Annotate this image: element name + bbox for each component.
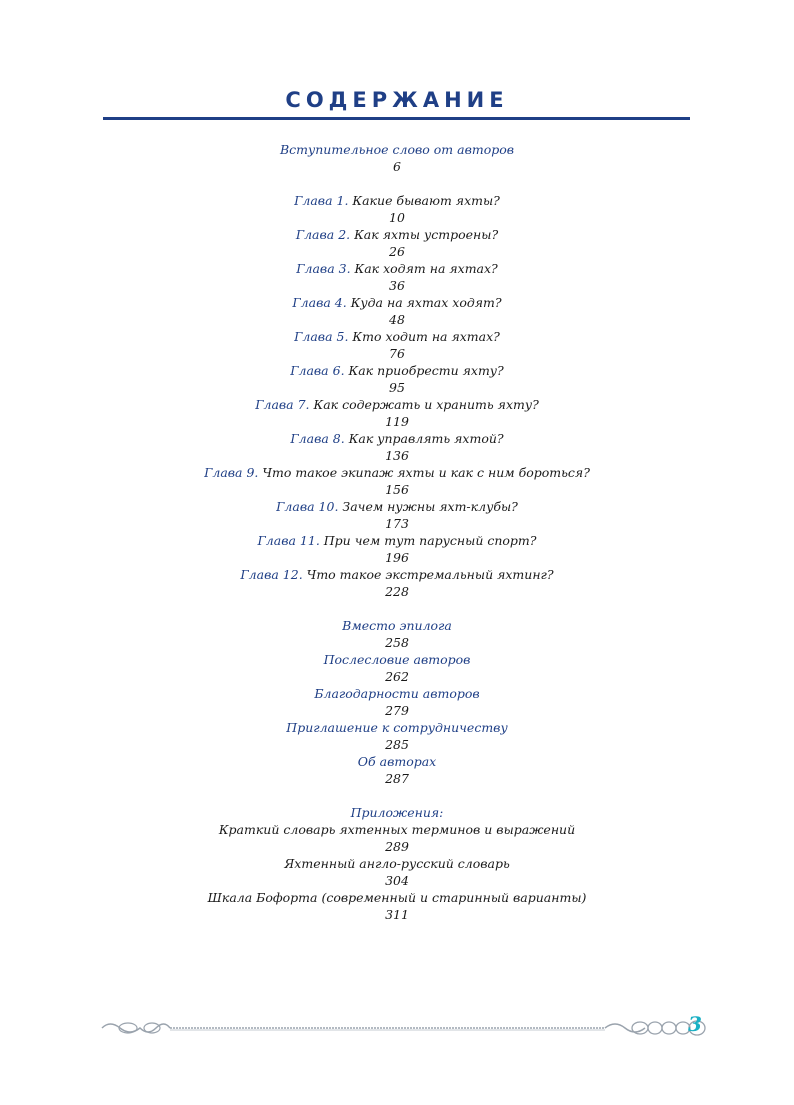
toc-entry-closing[interactable] — [0, 719, 794, 753]
toc-entry-closing[interactable] — [0, 651, 794, 685]
toc-entry-closing[interactable] — [0, 753, 794, 787]
chapter-title: Как ходят на яхтах? — [354, 261, 498, 276]
toc-entry-chapter[interactable]: Глава 3. Как ходят на яхтах? 36 — [0, 260, 794, 294]
chapter-page: 10 — [389, 210, 405, 225]
chapter-title: Как содержать и хранить яхту? — [313, 397, 539, 412]
chapter-title: Зачем нужны яхт-клубы? — [342, 499, 518, 514]
toc-entry-chapter[interactable]: Глава 11. При чем тут парусный спорт? 196 — [0, 532, 794, 566]
chapter-title: Что такое экстремальный яхтинг? — [306, 567, 554, 582]
page-number: 3 — [688, 1012, 702, 1036]
toc-entry-intro[interactable] — [0, 141, 794, 175]
chapter-page: 119 — [385, 414, 409, 429]
toc-entry-chapter[interactable]: Глава 7. Как содержать и хранить яхту? 119 — [0, 396, 794, 430]
chapter-title: Как приобрести яхту? — [348, 363, 504, 378]
chapter-label: Глава 8 — [290, 431, 341, 446]
closing-page: 287 — [385, 771, 409, 786]
chapter-label: Глава 10 — [276, 499, 335, 514]
closing-page: 279 — [385, 703, 409, 718]
appendix-title: Краткий словарь яхтенных терминов и выражений — [218, 822, 576, 837]
chapter-page: 156 — [385, 482, 409, 497]
chapter-label: Глава 4 — [292, 295, 343, 310]
chapter-title: Как яхты устроены? — [354, 227, 499, 242]
appendix-title: Шкала Бофорта (современный и старинный варианты) — [207, 890, 587, 905]
chapter-page: 36 — [389, 278, 405, 293]
toc-entry-appendix[interactable] — [0, 889, 794, 923]
toc-entry-appendix[interactable] — [0, 821, 794, 855]
toc-entry-closing[interactable] — [0, 685, 794, 719]
closing-page: 262 — [385, 669, 409, 684]
closing-label: Послесловие авторов — [323, 652, 471, 667]
chapter-page: 196 — [385, 550, 409, 565]
appendix-heading: Приложения: — [350, 805, 444, 820]
rope-knot-ornament — [100, 1016, 710, 1040]
closing-label: Об авторах — [357, 754, 437, 769]
page-title: СОДЕРЖАНИЕ — [285, 88, 509, 112]
chapter-page: 48 — [389, 312, 405, 327]
toc-entry-appendix[interactable] — [0, 855, 794, 889]
appendix-page: 304 — [385, 873, 409, 888]
title-rule — [103, 117, 690, 120]
closing-label: Благодарности авторов — [314, 686, 480, 701]
chapter-label: Глава 11 — [257, 533, 316, 548]
toc-entry-chapter[interactable]: Глава 10. Зачем нужны яхт-клубы? 173 — [0, 498, 794, 532]
chapter-title: Какие бывают яхты? — [352, 193, 500, 208]
toc-entry-chapter[interactable]: Глава 2. Как яхты устроены? 26 — [0, 226, 794, 260]
appendix-page: 289 — [385, 839, 409, 854]
chapter-page: 95 — [389, 380, 405, 395]
chapter-label: Глава 12 — [240, 567, 299, 582]
appendix-section — [0, 804, 794, 821]
toc-entry-chapter[interactable]: Глава 9. Что такое экипаж яхты и как с ним бороться? 156 — [0, 464, 794, 498]
chapter-page: 26 — [389, 244, 405, 259]
table-of-contents — [0, 141, 794, 923]
toc-entry-chapter[interactable]: Глава 8. Как управлять яхтой? 136 — [0, 430, 794, 464]
toc-entry-closing[interactable] — [0, 617, 794, 651]
chapter-title: Кто ходит на яхтах? — [352, 329, 500, 344]
closing-page: 258 — [385, 635, 409, 650]
chapter-title: Что такое экипаж яхты и как с ним бороться? — [262, 465, 590, 480]
appendix-page: 311 — [385, 907, 409, 922]
appendix-title: Яхтенный англо-русский словарь — [284, 856, 510, 871]
chapter-title: Куда на яхтах ходят? — [350, 295, 502, 310]
toc-entry-chapter[interactable]: Глава 6. Как приобрести яхту? 95 — [0, 362, 794, 396]
chapter-label: Глава 7 — [255, 397, 306, 412]
chapter-page: 173 — [385, 516, 409, 531]
toc-entry-chapter[interactable]: Глава 5. Кто ходит на яхтах? 76 — [0, 328, 794, 362]
intro-label: Вступительное слово от авторов — [279, 142, 515, 157]
toc-entry-chapter[interactable]: Глава 12. Что такое экстремальный яхтинг? 228 — [0, 566, 794, 600]
closing-label: Вместо эпилога — [342, 618, 452, 633]
chapter-title: При чем тут парусный спорт? — [323, 533, 537, 548]
chapter-label: Глава 9 — [204, 465, 255, 480]
chapter-title: Как управлять яхтой? — [348, 431, 504, 446]
chapter-page: 76 — [389, 346, 405, 361]
chapter-page: 136 — [385, 448, 409, 463]
chapter-label: Глава 6 — [290, 363, 341, 378]
chapter-label: Глава 2 — [295, 227, 347, 242]
chapter-page: 228 — [385, 584, 409, 599]
closing-label: Приглашение к сотрудничеству — [286, 720, 508, 735]
intro-page: 6 — [393, 159, 401, 174]
toc-entry-chapter[interactable]: Глава 4. Куда на яхтах ходят? 48 — [0, 294, 794, 328]
toc-entry-chapter[interactable]: Глава 1. Какие бывают яхты? 10 — [0, 192, 794, 226]
chapter-label: Глава 5 — [294, 329, 345, 344]
closing-page: 285 — [385, 737, 409, 752]
chapter-label: Глава 3 — [296, 261, 347, 276]
chapter-label: Глава 1 — [294, 193, 345, 208]
